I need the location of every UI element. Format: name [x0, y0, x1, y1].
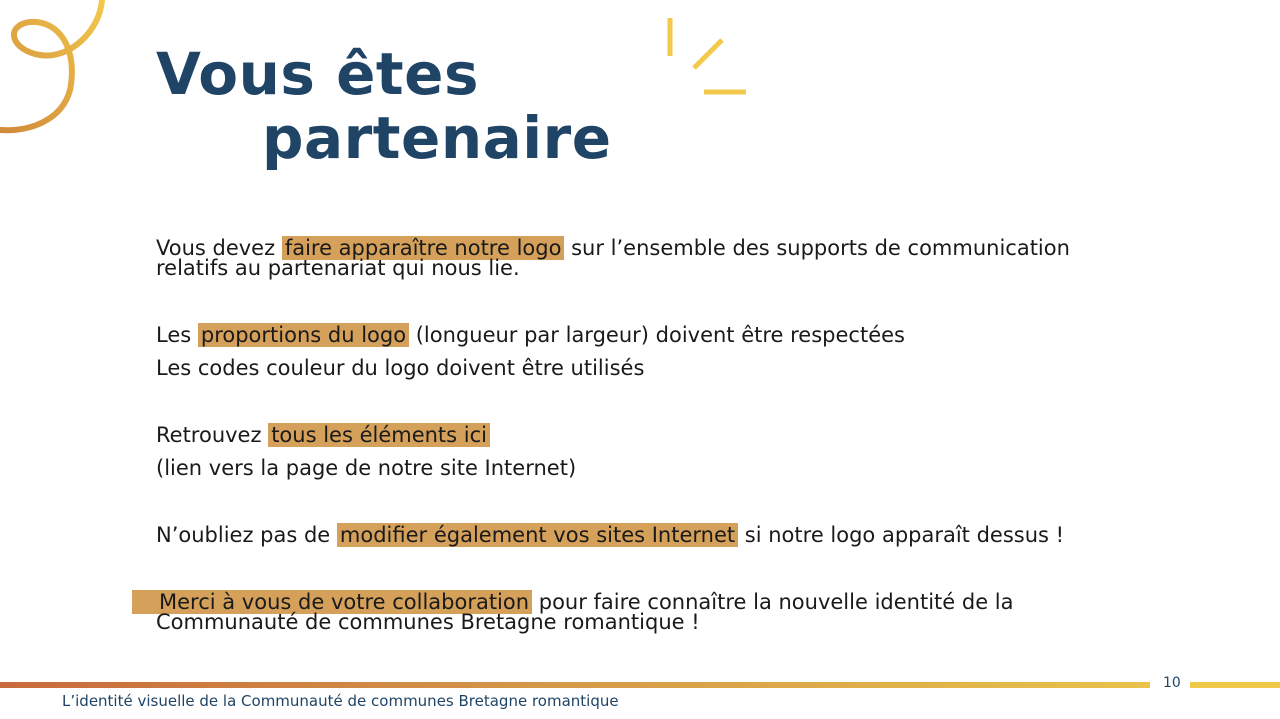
text-segment: relatifs au partenariat qui nous lie.	[156, 256, 520, 280]
paragraph-update-websites	[156, 519, 1064, 552]
text-segment: (lien vers la page de notre site Internet)	[156, 456, 577, 480]
highlight-thanks: Merci à vous de votre collaboration	[132, 590, 532, 614]
page-number: 10	[1163, 675, 1181, 691]
highlight-logo-proportions: proportions du logo	[198, 323, 409, 347]
highlight-update-websites: modifier également vos sites Internet	[337, 523, 738, 547]
paragraph-logo-proportions	[156, 319, 905, 385]
page-title	[156, 42, 612, 170]
footer-bar-right	[1190, 682, 1280, 688]
title-line-1: Vous êtes	[156, 40, 479, 108]
text-segment: sur l’ensemble des supports de communication	[564, 236, 1070, 260]
footer-bar	[0, 682, 1150, 688]
title-line-2: partenaire	[262, 104, 612, 172]
text-segment: Communauté de communes Bretagne romantique !	[156, 610, 700, 634]
text-segment: si notre logo apparaît dessus !	[738, 523, 1065, 547]
paragraph-find-elements	[156, 419, 576, 485]
paragraph-thanks	[156, 592, 1014, 632]
elements-link[interactable]: tous les éléments ici	[268, 423, 490, 447]
paragraph-logo-display	[156, 238, 1070, 278]
text-segment: Retrouvez	[156, 423, 269, 447]
footer-text: L’identité visuelle de la Communauté de communes Bretagne romantique	[62, 692, 619, 710]
text-segment: (longueur par largeur) doivent être respectées	[409, 323, 905, 347]
text-segment: Les	[156, 323, 198, 347]
text-segment: N’oubliez pas de	[156, 523, 337, 547]
text-segment: Vous devez	[156, 236, 282, 260]
text-segment: pour faire connaître la nouvelle identité de la	[532, 590, 1014, 614]
swirl-decoration	[0, 0, 120, 140]
highlight-logo-display: faire apparaître notre logo	[282, 236, 565, 260]
text-segment: Les codes couleur du logo doivent être utilisés	[156, 356, 645, 380]
